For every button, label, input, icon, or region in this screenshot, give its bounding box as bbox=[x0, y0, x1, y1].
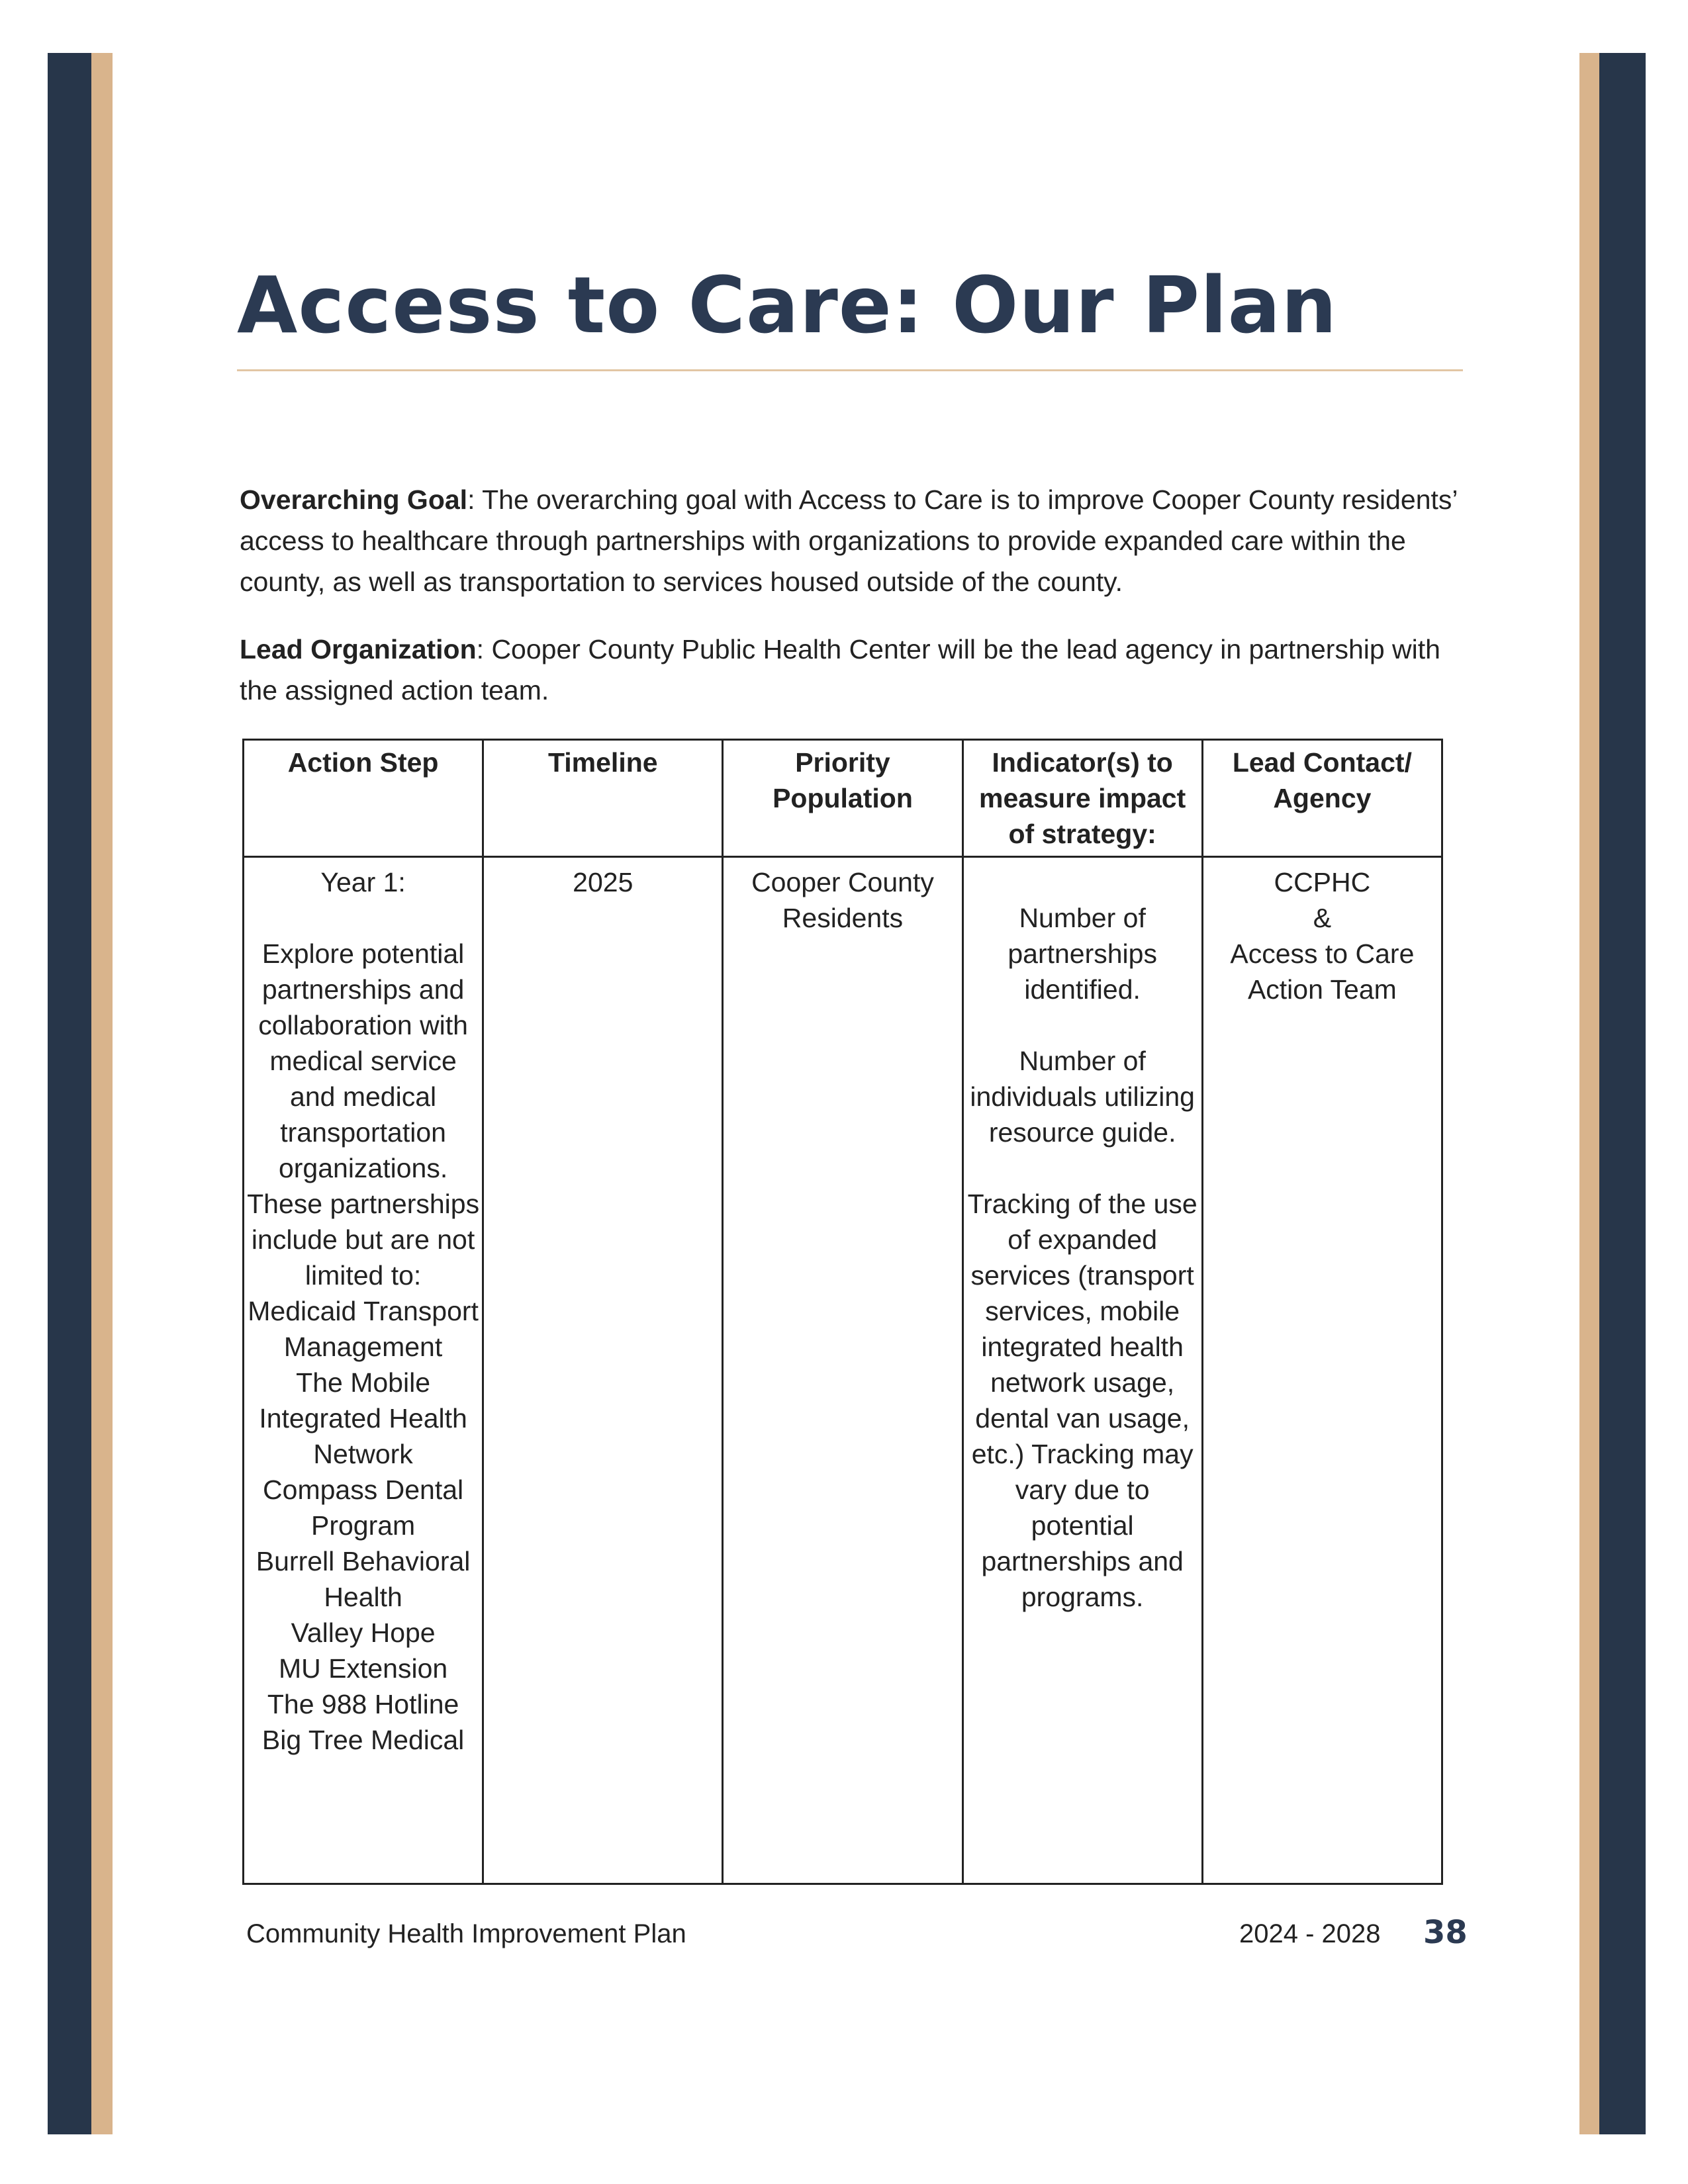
action-description: Explore potential partnerships and collaboration with medical service and medical transportation organizations. These partnerships include but are not limited to: bbox=[247, 938, 480, 1291]
cell-action-step bbox=[244, 857, 483, 1884]
title-divider bbox=[237, 369, 1463, 371]
action-year: Year 1: bbox=[320, 867, 406, 897]
header-timeline: Timeline bbox=[483, 740, 723, 857]
goal-text: : The overarching goal with Access to Care is to improve Cooper County residents’ access to healthcare through partnerships with organizations to provide expanded care within the county, as well as transportation to services housed outside of the county. bbox=[240, 484, 1458, 597]
cell-timeline: 2025 bbox=[483, 857, 723, 1884]
partner-item: Big Tree Medical bbox=[261, 1725, 465, 1755]
cell-priority-population: Cooper County Residents bbox=[723, 857, 962, 1884]
partner-item: The 988 Hotline bbox=[267, 1689, 459, 1719]
lead-amp: & bbox=[1313, 903, 1332, 933]
partner-item: Burrell Behavioral Health bbox=[256, 1546, 471, 1612]
lead-organization-paragraph bbox=[240, 629, 1464, 711]
cell-lead-contact bbox=[1202, 857, 1442, 1884]
goal-label: Overarching Goal bbox=[240, 484, 468, 515]
overarching-goal-paragraph bbox=[240, 479, 1464, 602]
lead-text: : Cooper County Public Health Center will be the lead agency in partnership with the assigned action team. bbox=[240, 634, 1440, 705]
table-row bbox=[244, 857, 1442, 1884]
partner-item: Valley Hope bbox=[291, 1617, 436, 1648]
header-indicators: Indicator(s) to measure impact of strategy: bbox=[962, 740, 1202, 857]
right-tan-border bbox=[1579, 53, 1599, 2134]
header-priority-population: Priority Population bbox=[723, 740, 962, 857]
header-lead-contact: Lead Contact/ Agency bbox=[1202, 740, 1442, 857]
page-number: 38 bbox=[1423, 1914, 1468, 1951]
partner-item: Medicaid Transport Management bbox=[248, 1296, 479, 1362]
indicator-item: Number of individuals utilizing resource guide. bbox=[970, 1046, 1195, 1148]
action-plan-table bbox=[242, 739, 1443, 1885]
cell-indicators bbox=[962, 857, 1202, 1884]
lead-label: Lead Organization bbox=[240, 634, 477, 664]
partner-item: The Mobile Integrated Health Network bbox=[259, 1367, 467, 1469]
footer-document-title: Community Health Improvement Plan bbox=[246, 1919, 686, 1948]
partner-item: Compass Dental Program bbox=[263, 1475, 464, 1541]
table-header-row bbox=[244, 740, 1442, 857]
lead-org: CCPHC bbox=[1274, 867, 1371, 897]
right-navy-border bbox=[1599, 53, 1646, 2134]
indicator-item: Tracking of the use of expanded services (transport services, mobile integrated health network usage, dental van usage, etc.) Tracking may vary due to potential partnerships and programs. bbox=[967, 1189, 1197, 1612]
indicator-item: Number of partnerships identified. bbox=[1008, 903, 1157, 1005]
footer-years: 2024 - 2028 bbox=[1239, 1919, 1381, 1948]
left-navy-border bbox=[48, 53, 91, 2134]
header-action-step: Action Step bbox=[244, 740, 483, 857]
page-title: Access to Care: Our Plan bbox=[237, 259, 1338, 351]
partner-item: MU Extension bbox=[278, 1653, 448, 1684]
left-tan-border bbox=[91, 53, 113, 2134]
lead-team: Access to Care Action Team bbox=[1230, 938, 1415, 1005]
